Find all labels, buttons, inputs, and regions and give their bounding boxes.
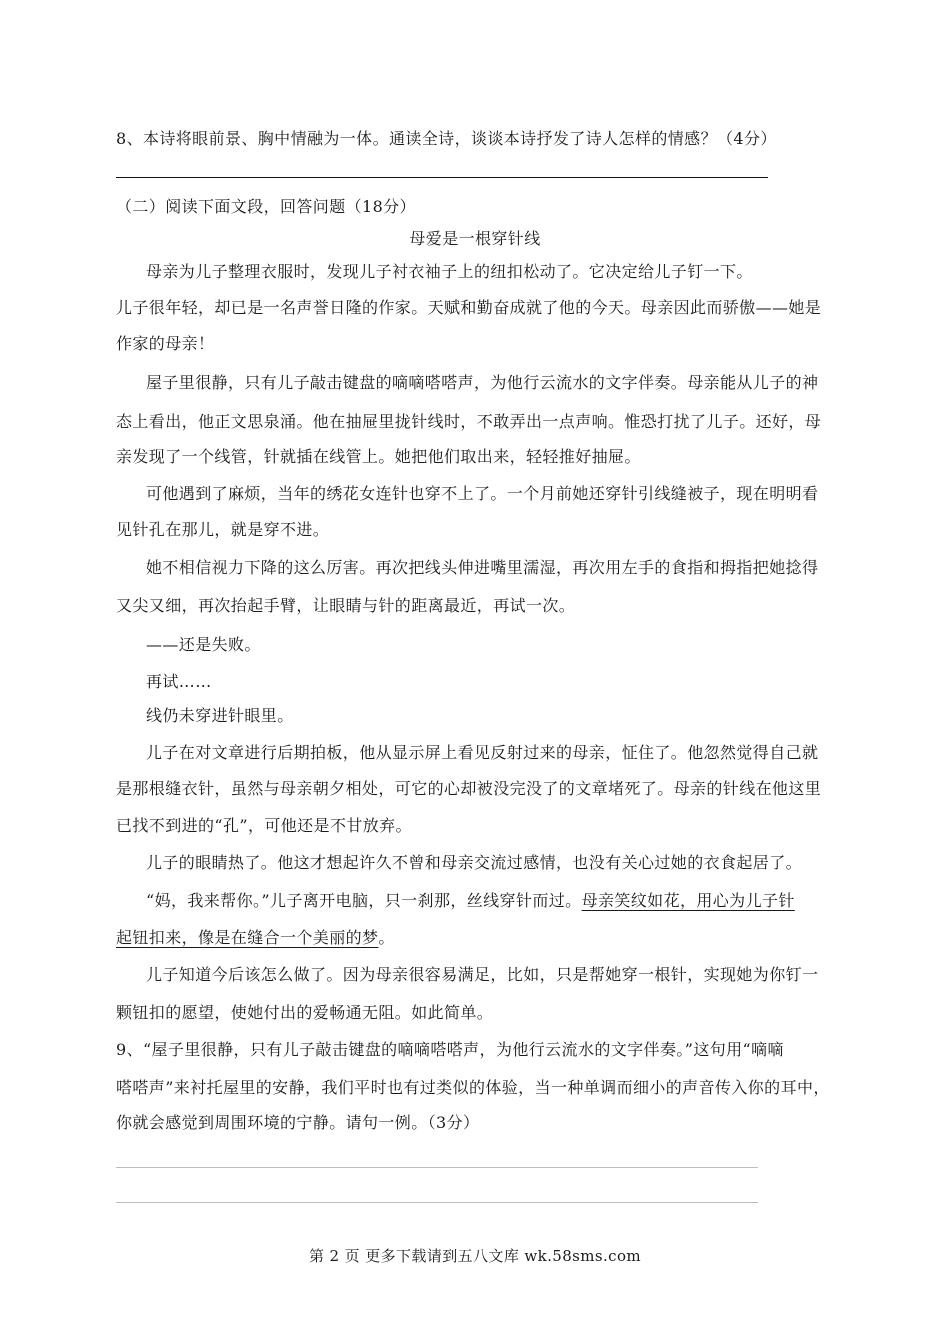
paragraph-line: 再试…… — [146, 672, 212, 691]
paragraph-line: 亲发现了一个线管，针就插在线管上。她把他们取出来，轻轻推好抽屉。 — [116, 447, 641, 466]
paragraph-line: 儿子的眼睛热了。他这才想起许久不曾和母亲交流过感情，也没有关心过她的衣食起居了。 — [146, 853, 803, 872]
paragraph-line — [146, 891, 795, 911]
question-9-line: 9、“屋子里很静，只有儿子敲击键盘的嘀嘀嗒嗒声，为他行云流水的文字伴奏。”这句用“嘀嘀 — [116, 1040, 784, 1059]
question-9-line: 嗒嗒声”来衬托屋里的安静，我们平时也有过类似的体验，当一种单调而细小的声音传入你的耳中， — [116, 1078, 830, 1097]
paragraph-line: 作家的母亲！ — [116, 334, 215, 353]
paragraph-text: “妈，我来帮你。”儿子离开电脑，只一刹那，丝线穿针而过。 — [146, 891, 582, 910]
paragraph-line: 她不相信视力下降的这么厉害。再次把线头伸进嘴里濡湿，再次用左手的食指和拇指把她捻得 — [146, 558, 819, 577]
answer-line-q9 — [116, 1202, 758, 1203]
answer-line-q9 — [116, 1167, 758, 1168]
paragraph-line: 又尖又细，再次抬起手臂，让眼睛与针的距离最近，再试一次。 — [116, 596, 576, 615]
paragraph-line: 可他遇到了麻烦，当年的绣花女连针也穿不上了。一个月前她还穿针引线缝被子，现在明明看 — [146, 484, 819, 503]
paragraph-line: 儿子很年轻，却已是一名声誉日隆的作家。天赋和勤奋成就了他的今天。母亲因此而骄傲——她是 — [116, 298, 822, 317]
underlined-sentence: 起钮扣来，像是在缝合一个美丽的梦 — [116, 928, 379, 947]
paragraph-line: 母亲为儿子整理衣服时，发现儿子衬衣袖子上的纽扣松动了。它决定给儿子钉一下。 — [146, 262, 753, 281]
paragraph-line: ——还是失败。 — [146, 635, 261, 654]
paragraph-line: 见针孔在那儿，就是穿不进。 — [116, 520, 330, 539]
article-title: 母爱是一根穿针线 — [409, 229, 541, 248]
paragraph-line: 线仍未穿进针眼里。 — [146, 706, 294, 725]
paragraph-line: 儿子在对文章进行后期拍板，他从显示屏上看见反射过来的母亲，怔住了。他忽然觉得自己就 — [146, 743, 819, 762]
question-8: 8、本诗将眼前景、胸中情融为一体。通读全诗，谈谈本诗抒发了诗人怎样的情感？（4分） — [116, 129, 777, 148]
question-9-line: 你就会感觉到周围环境的宁静。请句一例。（3分） — [116, 1113, 480, 1132]
paragraph-line — [116, 928, 395, 948]
page-footer: 第 2 页 更多下载请到五八文库 wk.58sms.com — [308, 1247, 642, 1265]
paragraph-line: 儿子知道今后该怎么做了。因为母亲很容易满足，比如，只是帮她穿一根针，实现她为你钉一 — [146, 965, 819, 984]
paragraph-line: 屋子里很静，只有儿子敲击键盘的嘀嘀嗒嗒声，为他行云流水的文字伴奏。母亲能从儿子的神 — [146, 373, 819, 392]
paragraph-line: 是那根缝衣针，虽然与母亲朝夕相处，可它的心却被没完没了的文章堵死了。母亲的针线在他这里 — [116, 779, 822, 798]
paragraph-line: 已找不到进的“孔”，可他还是不甘放弃。 — [116, 816, 412, 835]
section-two-heading: （二）阅读下面文段，回答问题（18分） — [116, 197, 416, 216]
answer-line-q8 — [116, 177, 768, 178]
paragraph-line: 态上看出，他正文思泉涌。他在抽屉里拢针线时，不敢弄出一点声响。惟恐打扰了儿子。还好，母 — [116, 412, 822, 431]
paragraph-text: 。 — [378, 928, 395, 947]
underlined-sentence: 母亲笑纹如花，用心为儿子针 — [581, 891, 795, 910]
paragraph-line: 颗钮扣的愿望，使她付出的爱畅通无阻。如此简单。 — [116, 1003, 494, 1022]
